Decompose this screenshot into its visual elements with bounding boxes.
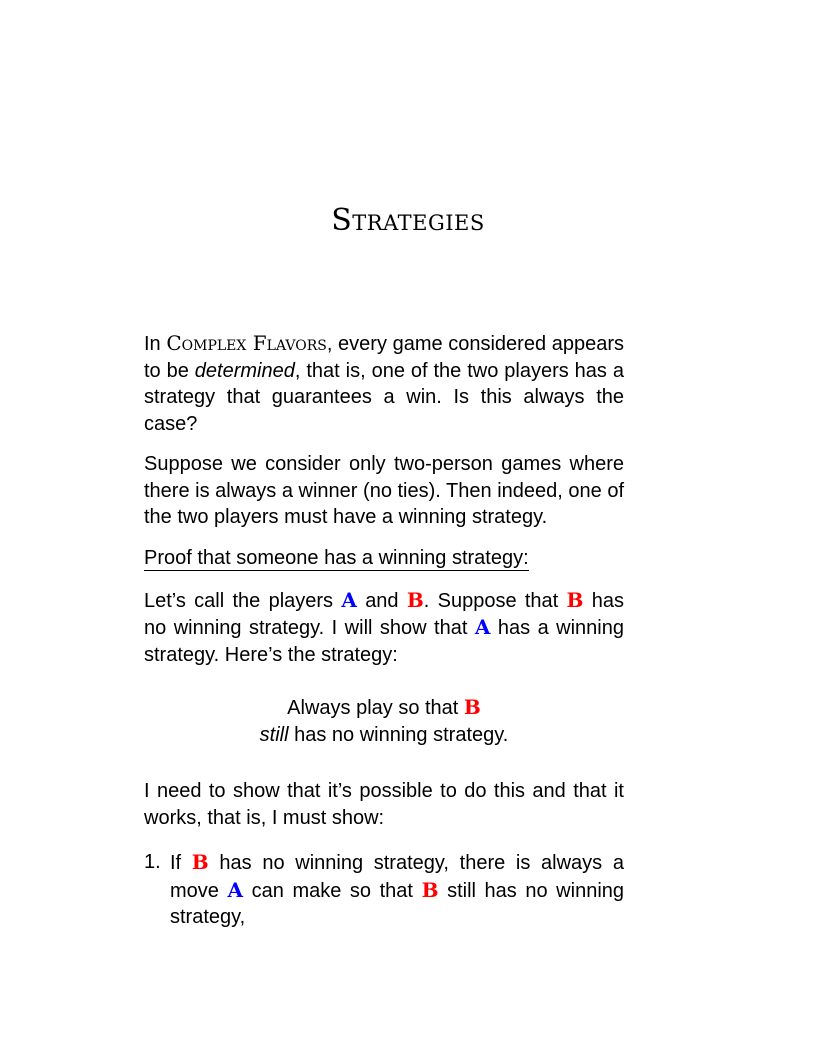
- player-a: A: [227, 877, 244, 902]
- game-name: Complex Flavors: [166, 331, 327, 355]
- page-title: Strategies: [331, 203, 485, 238]
- emphasis-determined: determined: [194, 359, 295, 382]
- strategy-line-2: [144, 722, 624, 749]
- text-fragment: If: [170, 852, 192, 874]
- player-b: B: [191, 850, 209, 874]
- text-fragment: still has no winning strategy,: [170, 879, 625, 928]
- text-fragment: has no winning strategy. I will show that: [144, 589, 624, 639]
- claim-paragraph: I need to show that it’s possible to do this and that it works, that is, I must show:: [144, 780, 624, 829]
- text-fragment: Let’s call the players: [144, 589, 342, 612]
- strategy-statement: [144, 694, 624, 748]
- list-text: [170, 849, 624, 931]
- intro-paragraph: [144, 330, 624, 437]
- player-b: B: [421, 877, 439, 902]
- text-fragment: . Suppose that: [423, 589, 567, 612]
- assumption-paragraph: Suppose we consider only two-person games where there is always a winner (no ties). Then indeed, one of the two players must have a winning strategy.: [144, 453, 624, 528]
- player-b: B: [463, 695, 481, 719]
- text-fragment: can make so that: [243, 879, 422, 902]
- list-number: 1.: [144, 851, 161, 873]
- player-b: B: [566, 587, 584, 612]
- text-fragment: has no winning strategy, there is always a move: [170, 852, 624, 902]
- player-b: B: [406, 587, 424, 612]
- document-body: [144, 330, 624, 931]
- text-fragment: and: [356, 589, 407, 612]
- emphasis-still: still: [259, 723, 289, 746]
- text-fragment: has no winning strategy.: [288, 723, 509, 746]
- list-item: [144, 849, 624, 931]
- player-a: A: [474, 615, 491, 639]
- strategy-line-1: [144, 694, 624, 722]
- text-fragment: has a winning strategy. Here’s the strategy:: [144, 617, 624, 666]
- proof-heading: Proof that someone has a winning strategy:: [144, 546, 529, 569]
- proof-paragraph: [144, 587, 624, 669]
- player-a: A: [341, 587, 357, 612]
- text-fragment: , that is, one of the two players has a strategy that guarantees a win. Is this always the case?: [144, 359, 624, 435]
- text-fragment: Always play so that: [287, 697, 464, 719]
- text-fragment: , every game considered appears to be: [144, 333, 624, 382]
- text-fragment: In: [144, 333, 167, 355]
